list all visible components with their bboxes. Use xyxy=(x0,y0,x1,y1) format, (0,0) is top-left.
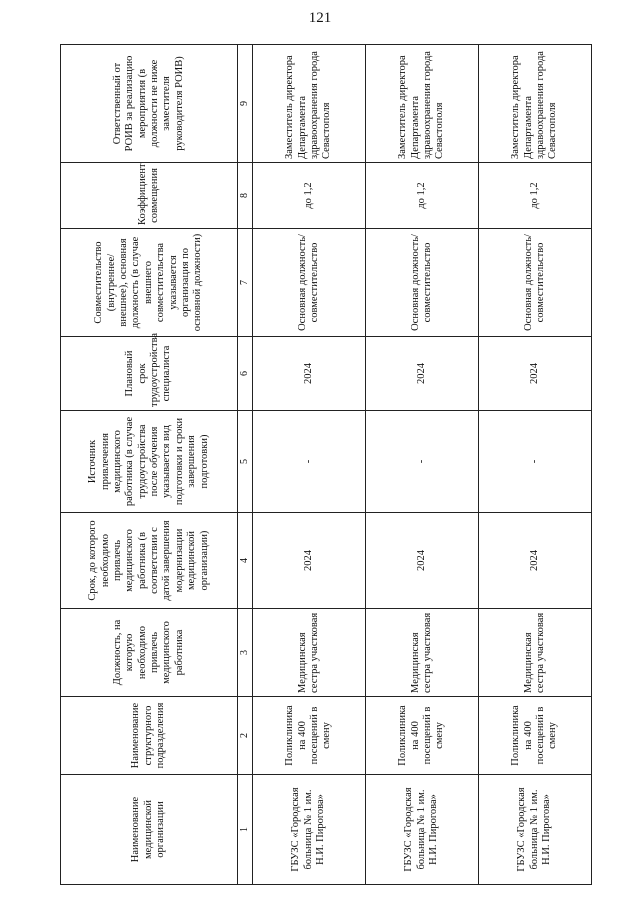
table-row xyxy=(253,45,366,885)
header-position: Должность, на которую необходимо привлечь медицинского работника xyxy=(61,609,238,697)
staffing-table xyxy=(60,44,592,885)
cell-subdivision: Поликлиника на 400 посещений в смену xyxy=(479,697,592,775)
cell-organization: ГБУЗС «Городская больница № 1 им. Н.И. Пирогова» xyxy=(479,775,592,885)
column-number: 7 xyxy=(238,229,253,337)
column-number: 9 xyxy=(238,45,253,163)
column-number: 3 xyxy=(238,609,253,697)
cell-organization: ГБУЗС «Городская больница № 1 им. Н.И. Пирогова» xyxy=(366,775,479,885)
cell-responsible: Заместитель директора Департамента здравоохранения города Севастополя xyxy=(366,45,479,163)
header-combination: Совместительство (внутреннее/внешнее), основная должность (в случае внешнего совместительства указывается организация по основной должности) xyxy=(61,229,238,337)
cell-position: Медицинская сестра участковая xyxy=(366,609,479,697)
column-number: 8 xyxy=(238,163,253,229)
header-subdivision: Наименование структурного подразделения xyxy=(61,697,238,775)
cell-responsible: Заместитель директора Департамента здравоохранения города Севастополя xyxy=(253,45,366,163)
cell-coefficient: до 1,2 xyxy=(479,163,592,229)
cell-deadline: 2024 xyxy=(253,513,366,609)
column-number: 5 xyxy=(238,411,253,513)
cell-coefficient: до 1,2 xyxy=(253,163,366,229)
column-number: 2 xyxy=(238,697,253,775)
column-number: 6 xyxy=(238,337,253,411)
cell-coefficient: до 1,2 xyxy=(366,163,479,229)
header-deadline: Срок, до которого необходимо привлечь медицинского работника (в соответствии с датой завершения модернизации медицинской организации) xyxy=(61,513,238,609)
column-number: 4 xyxy=(238,513,253,609)
cell-combination: Основная должность/ совместительство xyxy=(253,229,366,337)
column-number: 1 xyxy=(238,775,253,885)
page-number: 121 xyxy=(308,10,332,26)
cell-position: Медицинская сестра участковая xyxy=(253,609,366,697)
cell-combination: Основная должность/ совместительство xyxy=(479,229,592,337)
column-number-row xyxy=(238,45,253,885)
cell-deadline: 2024 xyxy=(366,513,479,609)
rotated-table-frame xyxy=(60,45,580,885)
cell-organization: ГБУЗС «Городская больница № 1 им. Н.И. Пирогова» xyxy=(253,775,366,885)
cell-position: Медицинская сестра участковая xyxy=(479,609,592,697)
table-row xyxy=(366,45,479,885)
cell-subdivision: Поликлиника на 400 посещений в смену xyxy=(366,697,479,775)
cell-deadline: 2024 xyxy=(479,513,592,609)
cell-source: - xyxy=(253,411,366,513)
cell-responsible: Заместитель директора Департамента здравоохранения города Севастополя xyxy=(479,45,592,163)
header-organization: Наименование медицинской организации xyxy=(61,775,238,885)
cell-combination: Основная должность/ совместительство xyxy=(366,229,479,337)
header-planned-date: Плановый срок трудоустройства специалиста xyxy=(61,337,238,411)
cell-source: - xyxy=(479,411,592,513)
header-responsible: Ответственный от РОИВ за реализацию мероприятия (в должности не ниже заместителя руководителя РОИВ) xyxy=(61,45,238,163)
cell-planned-date: 2024 xyxy=(479,337,592,411)
cell-subdivision: Поликлиника на 400 посещений в смену xyxy=(253,697,366,775)
table-header-row xyxy=(61,45,238,885)
header-coefficient: Коэффициент совмещения xyxy=(61,163,238,229)
cell-source: - xyxy=(366,411,479,513)
header-source: Источник привлечения медицинского работника (в случае трудоустройства после обучения указывается вид подготовки и сроки завершения подготовки) xyxy=(61,411,238,513)
table-row xyxy=(479,45,592,885)
cell-planned-date: 2024 xyxy=(366,337,479,411)
cell-planned-date: 2024 xyxy=(253,337,366,411)
